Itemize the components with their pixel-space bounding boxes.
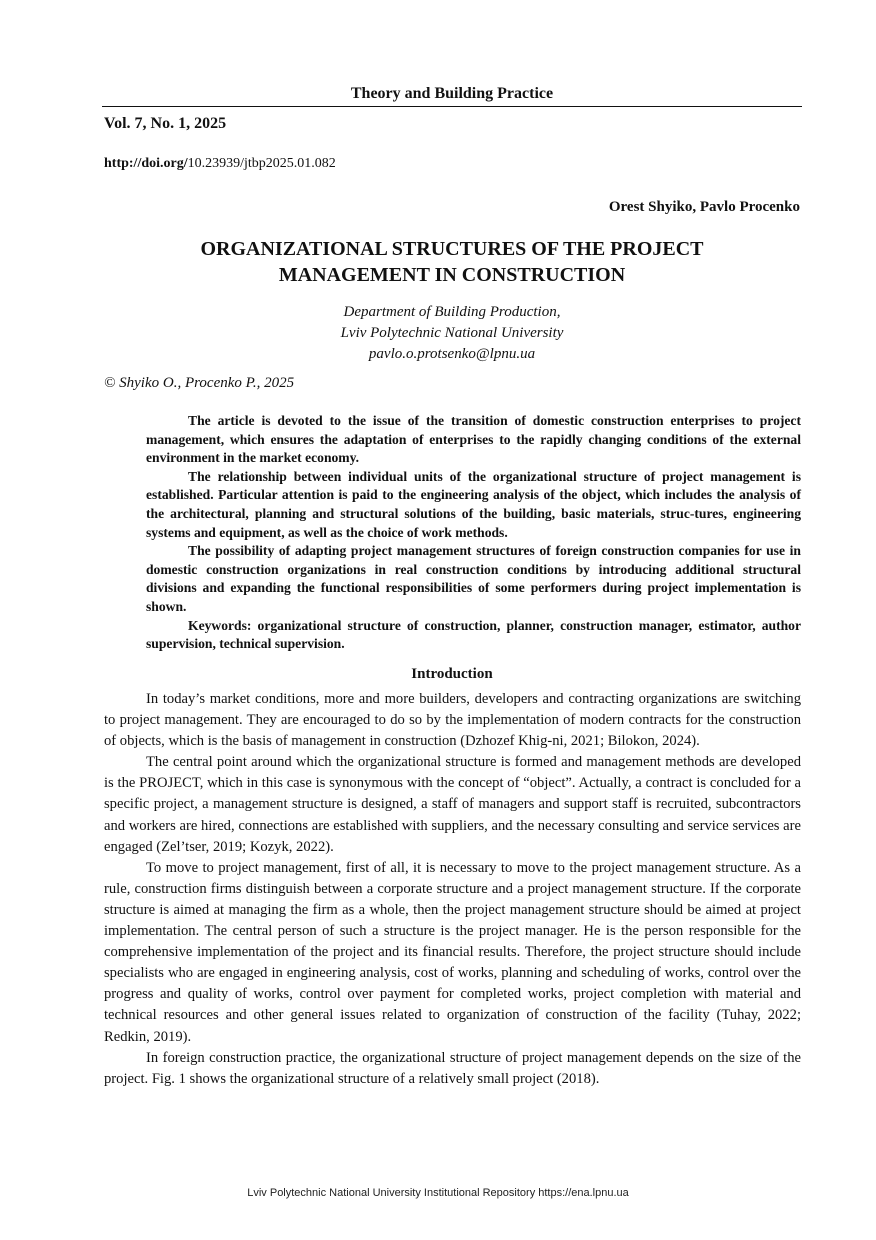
affiliation-department: Department of Building Production, <box>343 304 561 320</box>
body-paragraph: In foreign construction practice, the organizational structure of project management depends on the size of the project. Fig. 1 shows the organizational structure of a relatively small project (2018). <box>104 1049 801 1087</box>
keywords: Keywords: organizational structure of construction, planner, construction manager, estimator, author supervision, technical supervision. <box>146 617 801 652</box>
section-heading-introduction: Introduction <box>411 666 493 682</box>
copyright-notice: © Shyiko O., Procenko P., 2025 <box>104 375 295 391</box>
doi-suffix: 10.23939/jtbp2025.01.082 <box>187 156 336 171</box>
body-paragraph: In today’s market conditions, more and more builders, developers and contracting organizations are switching to project management. They are encouraged to do so by the implementation of modern contracts for the construction of objects, which is the basis of management in construction (Dzhozef Khig-ni, 2021; Bilokon, 2024). <box>104 691 801 750</box>
affiliation-university: Lviv Polytechnic National University <box>340 325 564 341</box>
header-divider <box>102 106 802 107</box>
volume-issue: Vol. 7, No. 1, 2025 <box>104 115 227 132</box>
body-paragraph: To move to project management, first of all, it is necessary to move to the project management structure. As a rule, construction firms distinguish between a corporate structure and a project management structure. If the corporate structure is aimed at managing the firm as a whole, then the project management structure should be aimed at project implementation. The central person of such a structure is the project manager. He is the person responsible for the comprehensive implementation of the project and its financial results. Therefore, the project structure should include specialists who are engaged in engineering analysis, cost of works, planning and scheduling of works, control over the progress and quality of works, control over payment for completed works, project completion with material and technical resources and other general issues related to organization of construction of the facility (Tuhay, 2022; Redkin, 2019). <box>104 859 801 1045</box>
introduction-body <box>104 689 801 1090</box>
journal-title: Theory and Building Practice <box>350 85 554 102</box>
authors: Orest Shyiko, Pavlo Procenko <box>608 199 800 215</box>
title-line-1: ORGANIZATIONAL STRUCTURES OF THE PROJECT <box>200 238 704 260</box>
title-line-2: MANAGEMENT IN CONSTRUCTION <box>278 264 626 286</box>
abstract <box>146 412 801 654</box>
author-email[interactable]: pavlo.o.protsenko@lpnu.ua <box>368 346 536 362</box>
abstract-paragraph: The possibility of adapting project management structures of foreign construction companies for use in domestic construction organizations in real construction conditions by introducing additional structural divisions and expanding the functional responsibilities of some performers during project implementation is shown. <box>146 543 801 614</box>
affiliation <box>102 302 802 365</box>
article-title <box>102 236 802 288</box>
doi-prefix: http://doi.org/ <box>104 156 188 171</box>
repository-footer: Lviv Polytechnic National University Institutional Repository https://ena.lpnu.ua <box>247 1187 629 1199</box>
body-paragraph: The central point around which the organizational structure is formed and management methods are developed is the PROJECT, which in this case is synonymous with the concept of “object”. Actually, a contract is concluded for a specific project, a management structure is designed, a staff of managers and support staff is recruited, subcontractors and workers are hired, connections are established with suppliers, and the necessary consulting and service services are engaged (Zel’tser, 2019; Kozyk, 2022). <box>104 754 801 855</box>
abstract-paragraph: The relationship between individual units of the organizational structure of project management is established. Particular attention is paid to the engineering analysis of the object, which includes the analysis of the architectural, planning and structural solutions of the building, basic materials, struc-tures, engineering systems and equipment, as well as the choice of work methods. <box>146 468 801 540</box>
doi-link[interactable] <box>104 155 336 173</box>
abstract-paragraph: The article is devoted to the issue of the transition of domestic construction enterprises to project management, which ensures the adaptation of enterprises to the rapidly changing conditions of the external environment in the market economy. <box>146 413 801 466</box>
